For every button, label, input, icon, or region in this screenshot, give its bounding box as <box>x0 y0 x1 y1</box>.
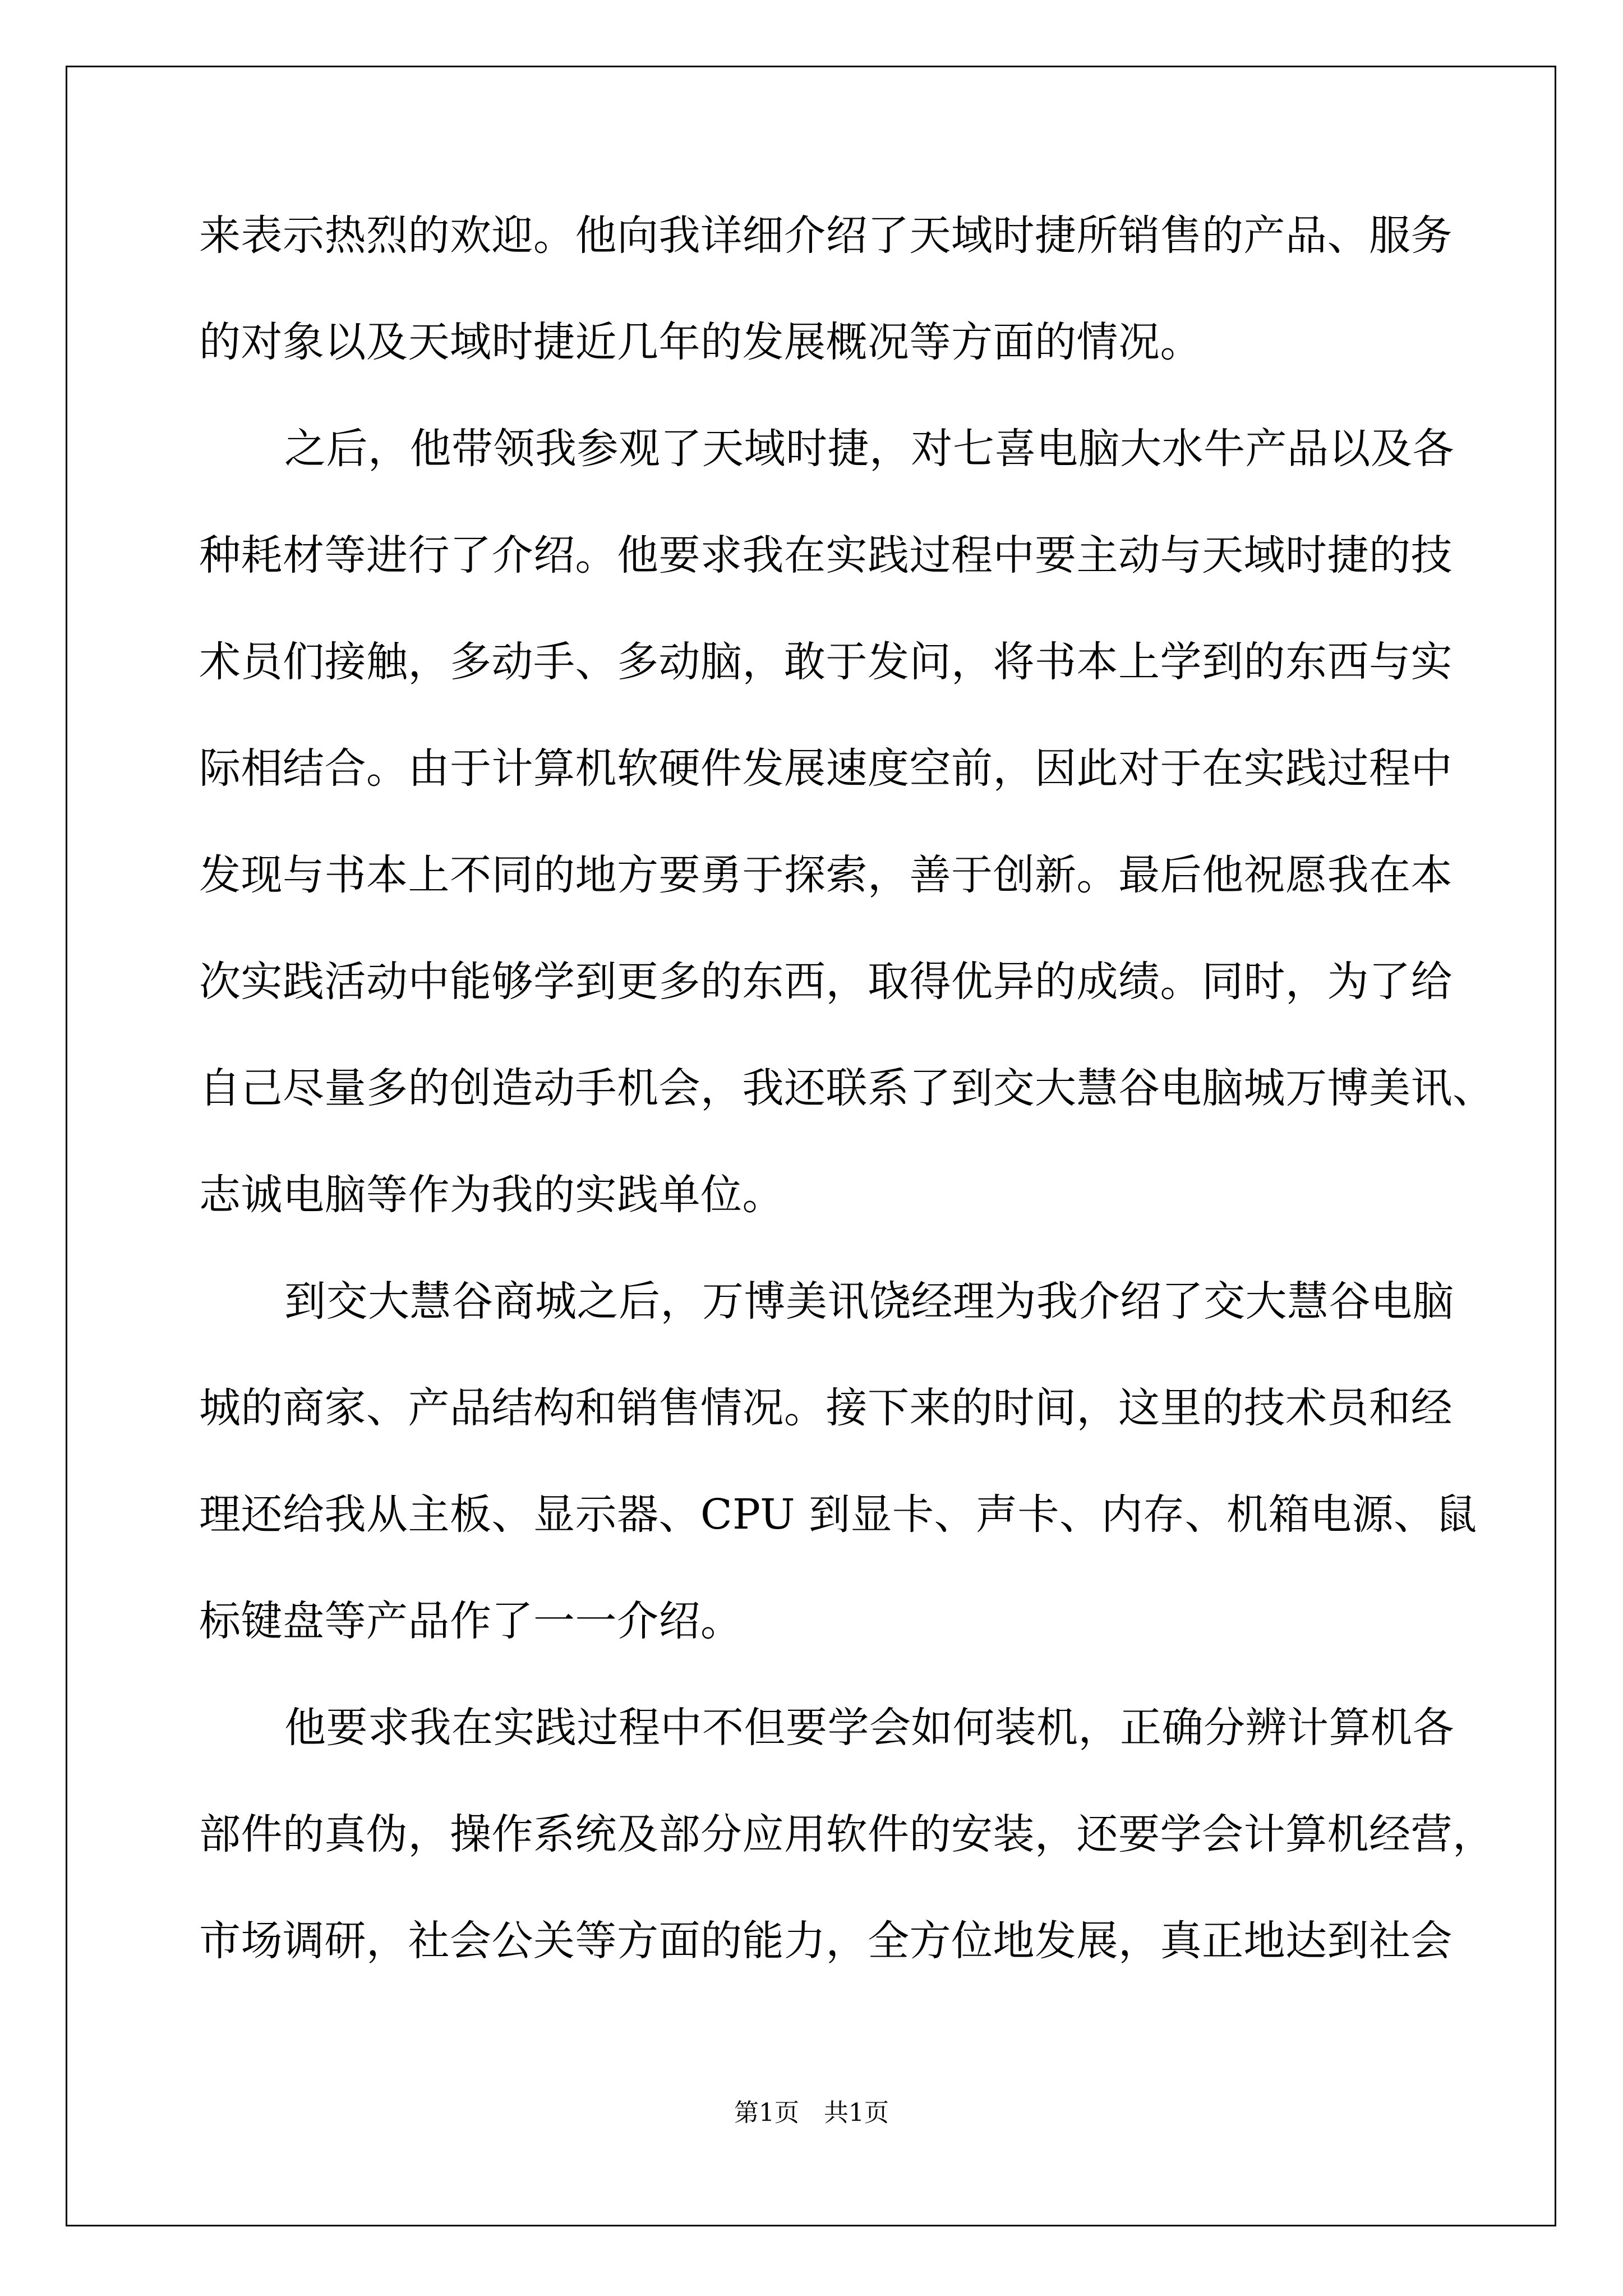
page-footer: 第1页 共1页 <box>734 2099 889 2127</box>
text-line-15: 他要求我在实践过程中不但要学会如何装机，正确分辨计算机各 <box>284 1704 1454 1752</box>
text-line-2: 的对象以及天域时捷近几年的发展概况等方面的情况。 <box>199 318 1202 366</box>
text-line-17: 市场调研，社会公关等方面的能力，全方位地发展，真正地达到社会 <box>199 1917 1453 1965</box>
document-body <box>199 182 1495 1994</box>
text-line-4: 种耗材等进行了介绍。他要求我在实践过程中要主动与天域时捷的技 <box>199 531 1453 579</box>
text-line-13: 理还给我从主板、显示器、CPU 到显卡、声卡、内存、机箱电源、鼠 <box>199 1490 1477 1539</box>
text-line-14: 标键盘等产品作了一一介绍。 <box>199 1597 743 1645</box>
text-line-3: 之后，他带领我参观了天域时捷，对七喜电脑大水牛产品以及各 <box>284 425 1454 473</box>
text-line-16: 部件的真伪，操作系统及部分应用软件的安装，还要学会计算机经营， <box>199 1810 1495 1858</box>
text-line-11: 到交大慧谷商城之后，万博美讯饶经理为我介绍了交大慧谷电脑 <box>284 1277 1454 1326</box>
text-line-5: 术员们接触，多动手、多动脑，敢于发问，将书本上学到的东西与实 <box>199 638 1453 686</box>
text-line-1: 来表示热烈的欢迎。他向我详细介绍了天域时捷所销售的产品、服务 <box>199 211 1453 260</box>
text-line-10: 志诚电脑等作为我的实践单位。 <box>199 1171 784 1219</box>
text-line-6: 际相结合。由于计算机软硬件发展速度空前，因此对于在实践过程中 <box>199 744 1453 793</box>
text-line-7: 发现与书本上不同的地方要勇于探索，善于创新。最后他祝愿我在本 <box>199 851 1453 899</box>
text-line-9: 自己尽量多的创造动手机会，我还联系了到交大慧谷电脑城万博美讯、 <box>199 1064 1495 1112</box>
text-line-12: 城的商家、产品结构和销售情况。接下来的时间，这里的技术员和经 <box>199 1384 1453 1432</box>
text-line-8: 次实践活动中能够学到更多的东西，取得优异的成绩。同时，为了给 <box>199 958 1453 1006</box>
